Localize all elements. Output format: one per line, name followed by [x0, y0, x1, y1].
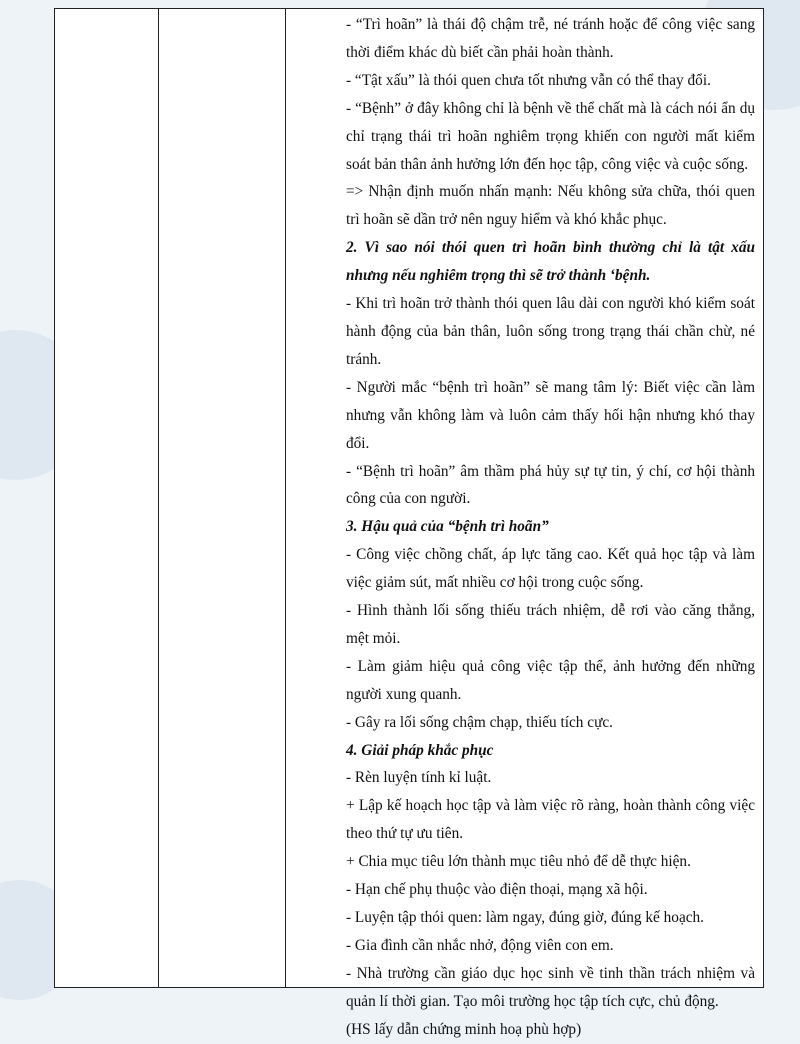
answer-paragraph: => Nhận định muốn nhấn mạnh: Nếu không sửa chữa, thói quen trì hoãn sẽ dần trở nên nguy hiểm và khó khắc phục. [346, 183, 755, 229]
answer-paragraph: - Làm giảm hiệu quả công việc tập thể, ảnh hưởng đến những người xung quanh. [346, 657, 755, 703]
section-heading: 3. Hậu quả của “bệnh trì hoãn” [346, 518, 549, 536]
answer-paragraph: - “Tật xấu” là thói quen chưa tốt nhưng vẫn có thể thay đổi. [346, 71, 711, 89]
answer-paragraph: + Chia mục tiêu lớn thành mục tiêu nhỏ để dễ thực hiện. [346, 853, 691, 871]
answer-paragraph: - Hạn chế phụ thuộc vào điện thoại, mạng xã hội. [346, 881, 648, 899]
table-column-divider [285, 9, 286, 987]
answer-paragraph: - Công việc chồng chất, áp lực tăng cao. Kết quả học tập và làm việc giảm sút, mất nhiều cơ hội trong cuộc sống. [346, 546, 755, 592]
answer-paragraph: - Rèn luyện tính kỉ luật. [346, 769, 492, 787]
answer-paragraph: - Nhà trường cần giáo dục học sinh về tinh thần trách nhiệm và quản lí thời gian. Tạo môi trường học tập tích cực, chủ động. [346, 964, 755, 1010]
answer-paragraph: - “Bệnh” ở đây không chỉ là bệnh về thể chất mà là cách nói ẩn dụ chỉ trạng thái trì hoãn nghiêm trọng khiến con người mất kiểm soát bản thân ảnh hưởng lớn đến học tập, công việc và cuộc sống. [346, 99, 755, 173]
table-cell-answer-content [346, 11, 755, 1044]
answer-paragraph: - Người mắc “bệnh trì hoãn” sẽ mang tâm lý: Biết việc cần làm nhưng vẫn không làm và luôn cảm thấy hối hận nhưng khó thay đổi. [346, 378, 755, 452]
answer-paragraph: - Khi trì hoãn trở thành thói quen lâu dài con người khó kiểm soát hành động của bản thân, luôn sống trong trạng thái chần chừ, né tránh. [346, 295, 755, 368]
section-heading: 4. Giải pháp khắc phục [346, 741, 494, 759]
answer-paragraph: - Gia đình cần nhắc nhở, động viên con em. [346, 936, 614, 954]
answer-paragraph: - “Trì hoãn” là thái độ chậm trễ, né tránh hoặc để công việc sang thời điểm khác dù biết cần phải hoàn thành. [346, 16, 755, 61]
answer-paragraph: (HS lấy dẫn chứng minh hoạ phù hợp) [346, 1020, 582, 1038]
answer-paragraph: - Gây ra lối sống chậm chạp, thiếu tích cực. [346, 713, 613, 731]
answer-paragraph: - Luyện tập thói quen: làm ngay, đúng giờ, đúng kế hoạch. [346, 909, 704, 926]
answer-paragraph: + Lập kế hoạch học tập và làm việc rõ ràng, hoàn thành công việc theo thứ tự ưu tiên. [346, 797, 755, 843]
table-column-divider [158, 9, 159, 987]
answer-table [54, 8, 764, 1038]
answer-paragraph: - “Bệnh trì hoãn” âm thầm phá hủy sự tự tin, ý chí, cơ hội thành công của con người. [346, 462, 755, 508]
section-heading: 2. Vì sao nói thói quen trì hoãn bình thường chỉ là tật xấu nhưng nếu nghiêm trọng thì sẽ trở thành ‘bệnh. [346, 239, 755, 285]
answer-paragraph: - Hình thành lối sống thiếu trách nhiệm, dễ rơi vào căng thẳng, mệt mỏi. [346, 602, 755, 647]
